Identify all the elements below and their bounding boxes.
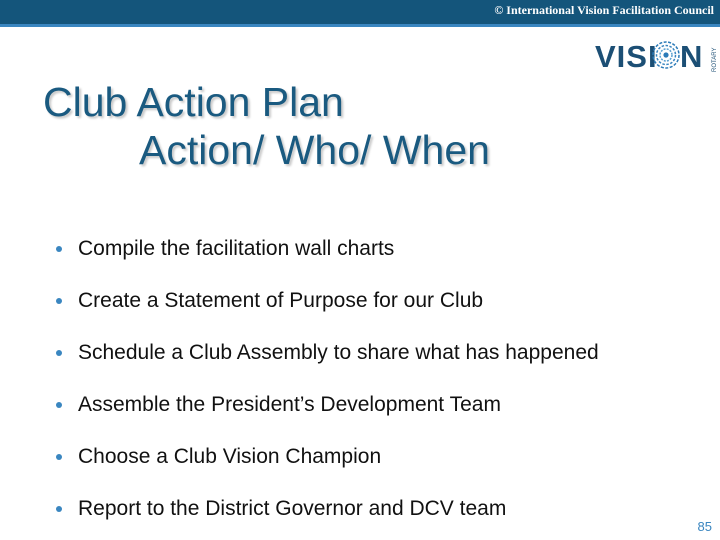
bullet-item	[52, 327, 599, 379]
bullet-item	[52, 275, 599, 327]
bullet-text: Create a Statement of Purpose for our Club	[78, 289, 484, 312]
bullet-dot-icon	[56, 298, 62, 304]
bullet-text: Choose a Club Vision Champion	[78, 445, 382, 468]
logo-text-left: VISI	[595, 39, 658, 74]
bullet-text: Compile the facilitation wall charts	[78, 237, 395, 260]
bullet-dot-icon	[56, 506, 62, 512]
bullet-text: Report to the District Governor and DCV team	[78, 497, 507, 520]
header-accent-line	[0, 24, 720, 27]
bullet-list	[52, 223, 599, 535]
bullet-dot-icon	[56, 350, 62, 356]
page-number: 85	[697, 519, 712, 534]
slide-title	[43, 78, 490, 174]
logo-vertical-text: ROTARY	[712, 47, 718, 72]
bullet-text: Schedule a Club Assembly to share what has happened	[78, 341, 599, 364]
bullet-item	[52, 379, 599, 431]
title-line-1: Club Action Plan	[43, 79, 344, 125]
bullet-item	[52, 483, 599, 535]
title-line-2: Action/ Who/ When	[139, 127, 490, 173]
copyright-notice: © International Vision Facilitation Council	[494, 3, 714, 17]
logo-text-right: N	[680, 39, 703, 74]
bullet-dot-icon	[56, 402, 62, 408]
bullet-text: Assemble the President’s Development Team	[78, 393, 501, 416]
bullet-dot-icon	[56, 454, 62, 460]
header-bar	[0, 0, 720, 24]
vision-logo	[594, 36, 718, 74]
bullet-dot-icon	[56, 246, 62, 252]
bullet-item	[52, 223, 599, 275]
bullet-item	[52, 431, 599, 483]
